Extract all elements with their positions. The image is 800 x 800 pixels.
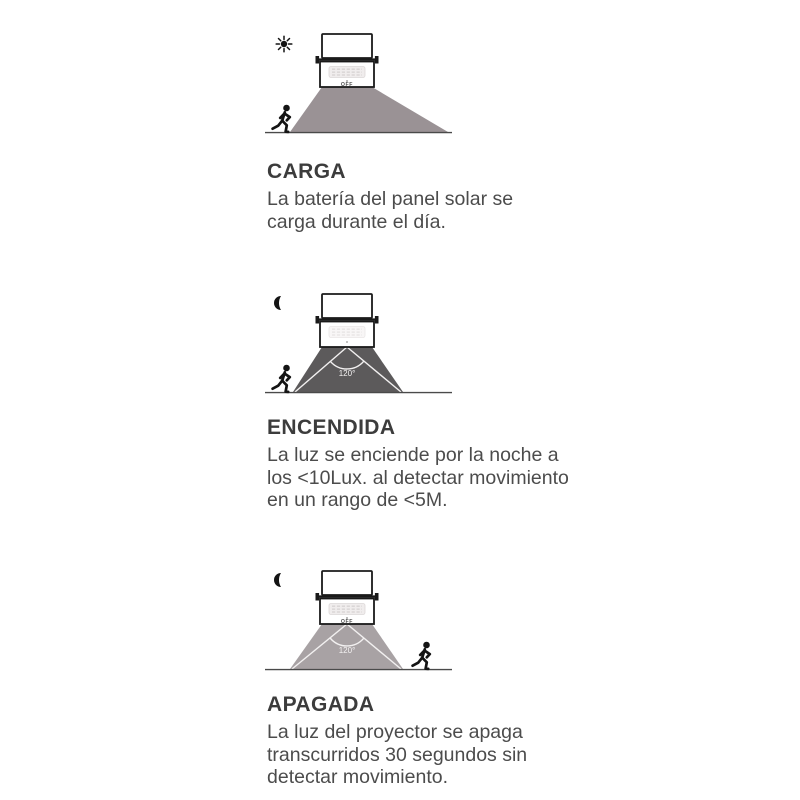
section-title: APAGADA: [267, 693, 375, 716]
solar-panel: [322, 571, 372, 595]
body-text-line: La batería del panel solar se: [267, 188, 514, 210]
body-text-line: los <10Lux. al detectar movimiento: [267, 466, 569, 489]
caption-apagada: [267, 693, 627, 789]
beam-angle-label: 120°: [338, 646, 356, 655]
solar-panel: [322, 294, 372, 318]
floodlight-device: [316, 34, 379, 88]
body-text-line: La luz del proyector se apaga: [267, 721, 523, 743]
bracket-knob-left: [316, 593, 320, 601]
moon-icon: [274, 296, 281, 310]
body-text-line: transcurridos 30 segundos sin: [267, 743, 528, 766]
moon-icon: [274, 573, 281, 587]
light-beam-day: [290, 87, 448, 132]
solar-panel: [322, 34, 372, 58]
running-person: [273, 105, 290, 132]
caption-carga: [267, 160, 627, 233]
floodlight-device: [316, 571, 379, 625]
sun-icon: [276, 36, 292, 52]
bracket-knob-left: [316, 56, 320, 64]
body-text-line: La luz se enciende por la noche a: [267, 444, 559, 466]
device-state-label: OFF: [340, 81, 354, 88]
body-text-line: carga durante el día.: [267, 210, 446, 233]
bracket-knob-right: [375, 316, 379, 324]
figure-apagada: [260, 562, 460, 677]
beam-angle-label: 120°: [338, 369, 356, 378]
section-title: CARGA: [267, 160, 346, 183]
bracket-knob-right: [375, 56, 379, 64]
caption-encendida: [267, 416, 627, 512]
bracket-knob-left: [316, 316, 320, 324]
running-person: [413, 642, 430, 669]
body-text-line: en un rango de <5M.: [267, 489, 448, 511]
floodlight-device: [316, 294, 379, 347]
section-title: ENCENDIDA: [267, 416, 396, 439]
device-state-label: OFF: [340, 618, 354, 625]
bracket-knob-right: [375, 593, 379, 601]
sensor-dot: [346, 341, 348, 343]
figure-carga: [260, 25, 460, 140]
figure-encendida: [260, 285, 460, 400]
body-text-line: detectar movimiento.: [267, 766, 448, 788]
running-person: [273, 365, 290, 392]
